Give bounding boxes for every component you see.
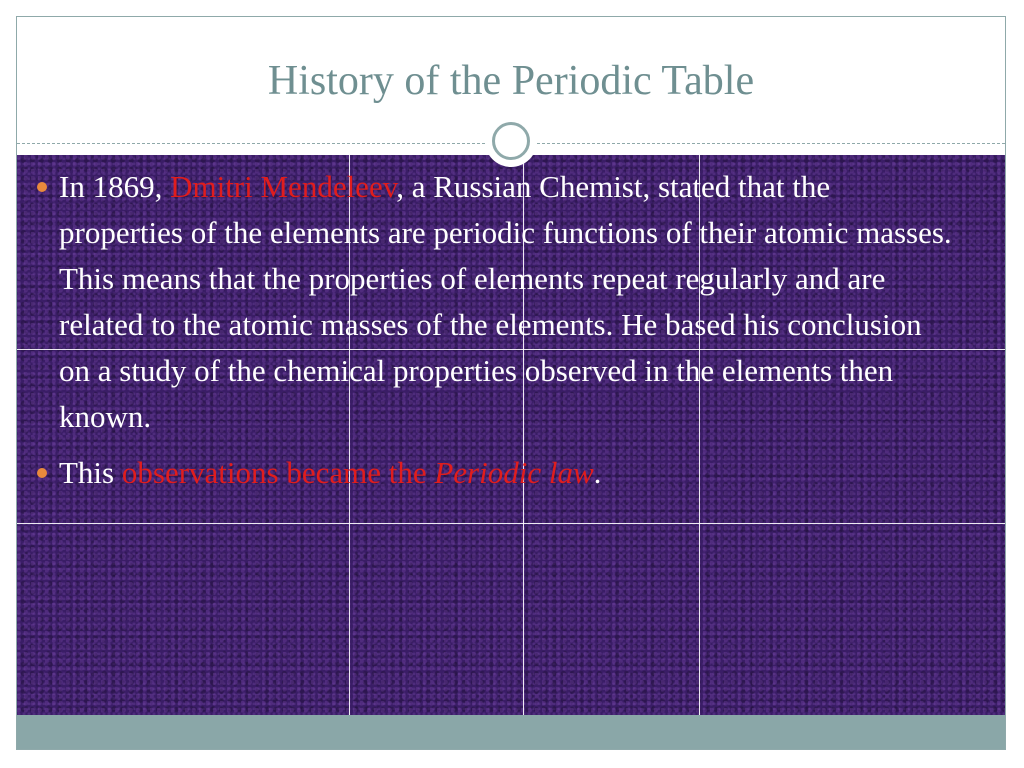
bullet-list	[34, 164, 954, 506]
bullet-item	[34, 164, 954, 440]
footer-band	[17, 715, 1005, 749]
bullet-icon	[37, 182, 47, 192]
bullet-icon	[37, 468, 47, 478]
bullet-body: , a Russian Chemist, stated that the properties of the elements are periodic functions of their atomic masses. This means that the properties of elements repeat regularly and are related to the atomic masses of the elements. He based his conclusion on a study of the chemical properties observed in the elements then known.	[59, 169, 952, 434]
grid-line	[17, 523, 1005, 524]
circle-ornament-icon	[485, 115, 537, 167]
periodic-law-highlight: Periodic law	[434, 455, 594, 490]
bullet-item	[34, 450, 954, 496]
mendeleev-highlight: Dmitri Mendeleev	[170, 169, 397, 204]
bullet-suffix: .	[593, 455, 602, 490]
observations-highlight: observations became the	[121, 455, 435, 490]
bullet-prefix: In 1869,	[59, 169, 171, 204]
circle-ornament-ring	[492, 122, 530, 160]
slide-title: History of the Periodic Table	[267, 58, 755, 104]
bullet-prefix: This	[59, 455, 122, 490]
